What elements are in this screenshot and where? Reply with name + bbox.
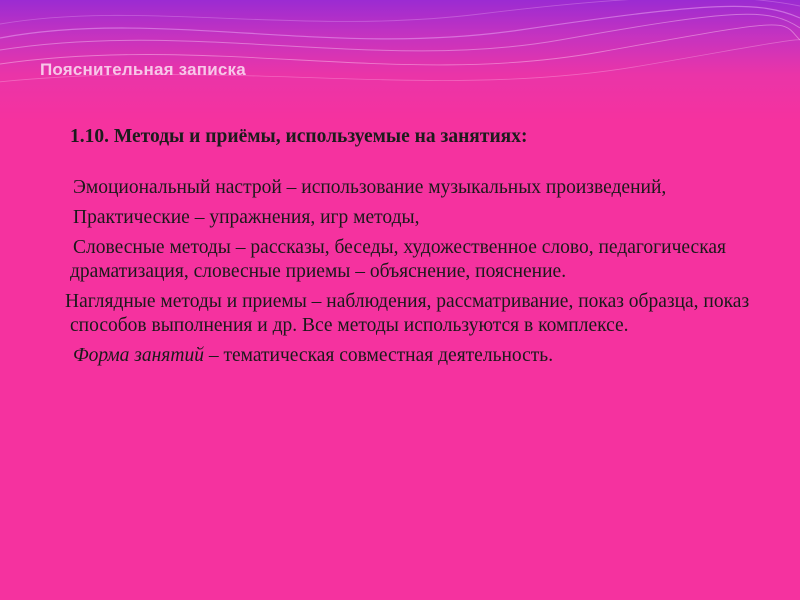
visual-methods-paragraph: Наглядные методы и приемы – наблюдения, рассматривание, показ образца, показ способов выполнения и др. Все методы используются в комплексе. (65, 291, 750, 336)
section-heading: 1.10. Методы и приёмы, используемые на занятиях: (70, 126, 528, 147)
lesson-form-paragraph (70, 344, 770, 368)
practical-methods-paragraph: Практические – упражнения, игр методы, (73, 207, 420, 228)
verbal-methods-paragraph: Словесные методы – рассказы, беседы, художественное слово, педагогическая драматизация, словесные приемы – объяснение, пояснение. (70, 237, 726, 282)
slide-body (65, 176, 770, 374)
emotional-methods-paragraph: Эмоциональный настрой – использование музыкальных произведений, (73, 177, 667, 198)
lesson-form-label: Форма занятий (73, 345, 204, 366)
lesson-form-text: – тематическая совместная деятельность. (203, 345, 554, 366)
slide-title: Пояснительная записка (40, 60, 246, 79)
